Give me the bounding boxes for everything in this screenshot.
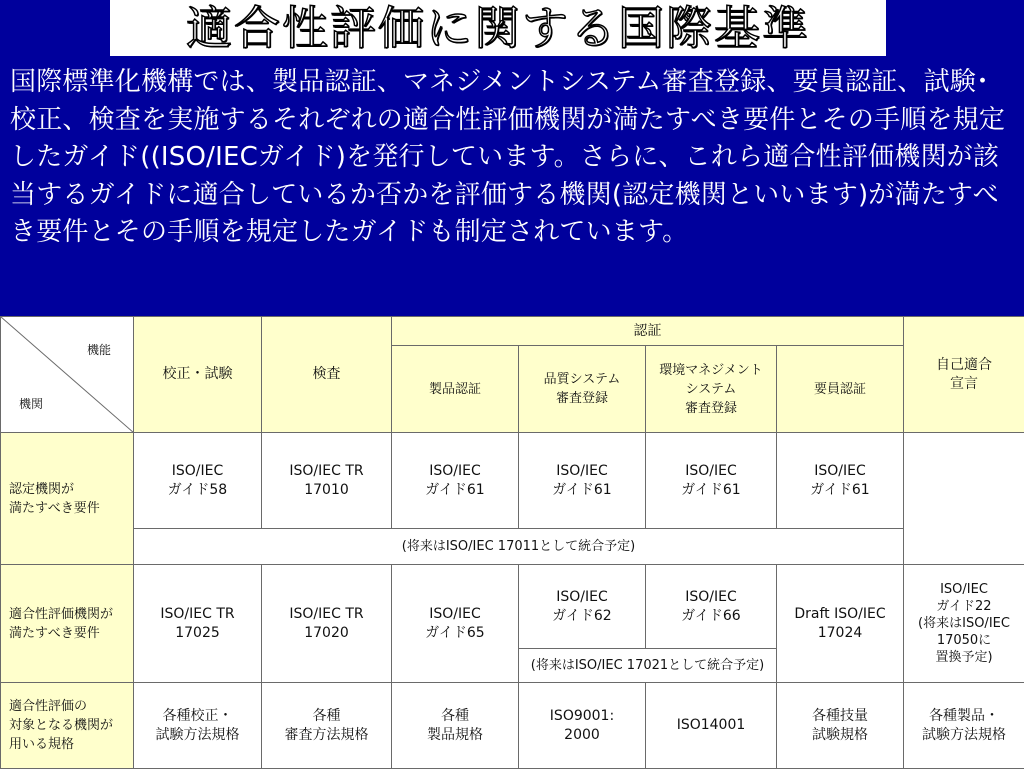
row1-self-declaration (904, 433, 1024, 565)
corner-diagonal-line (1, 317, 134, 433)
row2-label: 適合性評価機関が 満たすべき要件 (1, 565, 134, 683)
row3-self-declaration: 各種製品・ 試験方法規格 (904, 683, 1024, 769)
header-inspection: 検査 (262, 317, 392, 433)
header-calibration-testing: 校正・試験 (134, 317, 262, 433)
row2-product-cert: ISO/IEC ガイド65 (392, 565, 519, 683)
standards-table (0, 316, 1024, 769)
corner-org-label: 機関 (19, 395, 43, 414)
row1-calibration-testing: ISO/IEC ガイド58 (134, 433, 262, 529)
title-banner (110, 0, 886, 56)
row2-note: (将来はISO/IEC 17021として統合予定) (519, 649, 777, 683)
row1-inspection: ISO/IEC TR 17010 (262, 433, 392, 529)
row2-personnel: Draft ISO/IEC 17024 (777, 565, 904, 683)
header-qms: 品質システム 審査登録 (519, 346, 646, 433)
row1-personnel: ISO/IEC ガイド61 (777, 433, 904, 529)
page-title: 適合性評価に関する国際基準 (186, 0, 810, 56)
row3-ems: ISO14001 (646, 683, 777, 769)
row2-self-declaration: ISO/IEC ガイド22 (将来はISO/IEC 17050に 置換予定) (904, 565, 1024, 683)
header-certification: 認証 (392, 317, 904, 346)
header-product-cert: 製品認証 (392, 346, 519, 433)
row1-qms: ISO/IEC ガイド61 (519, 433, 646, 529)
row2-qms: ISO/IEC ガイド62 (519, 565, 646, 649)
row2-calibration-testing: ISO/IEC TR 17025 (134, 565, 262, 683)
intro-paragraph: 国際標準化機構では、製品認証、マネジメントシステム審査登録、要員認証、試験･校正、検査を実施するそれぞれの適合性評価機関が満たすべき要件とその手順を規定したガイド((ISO/IECガイド)を発行しています。さらに、これら適合性評価機関が該当するガイドに適合しているか否かを評価する機関(認定機関といいます)が満たすべき要件とその手順を規定したガイドも制定されています。 (10, 64, 1015, 252)
row1-label: 認定機関が 満たすべき要件 (1, 433, 134, 565)
row3-label: 適合性評価の 対象となる機関が 用いる規格 (1, 683, 134, 769)
row3-calibration-testing: 各種校正・ 試験方法規格 (134, 683, 262, 769)
corner-header-cell (1, 317, 134, 433)
row3-product-cert: 各種 製品規格 (392, 683, 519, 769)
standards-table-container (0, 316, 1024, 768)
corner-function-label: 機能 (87, 341, 111, 360)
row3-inspection: 各種 審査方法規格 (262, 683, 392, 769)
row2-ems: ISO/IEC ガイド66 (646, 565, 777, 649)
row3-qms: ISO9001: 2000 (519, 683, 646, 769)
header-personnel: 要員認証 (777, 346, 904, 433)
row3-personnel: 各種技量 試験規格 (777, 683, 904, 769)
header-ems: 環境マネジメント システム 審査登録 (646, 346, 777, 433)
row1-note: (将来はISO/IEC 17011として統合予定) (134, 529, 904, 565)
row1-product-cert: ISO/IEC ガイド61 (392, 433, 519, 529)
row2-inspection: ISO/IEC TR 17020 (262, 565, 392, 683)
row1-ems: ISO/IEC ガイド61 (646, 433, 777, 529)
header-self-declaration: 自己適合 宣言 (904, 317, 1024, 433)
